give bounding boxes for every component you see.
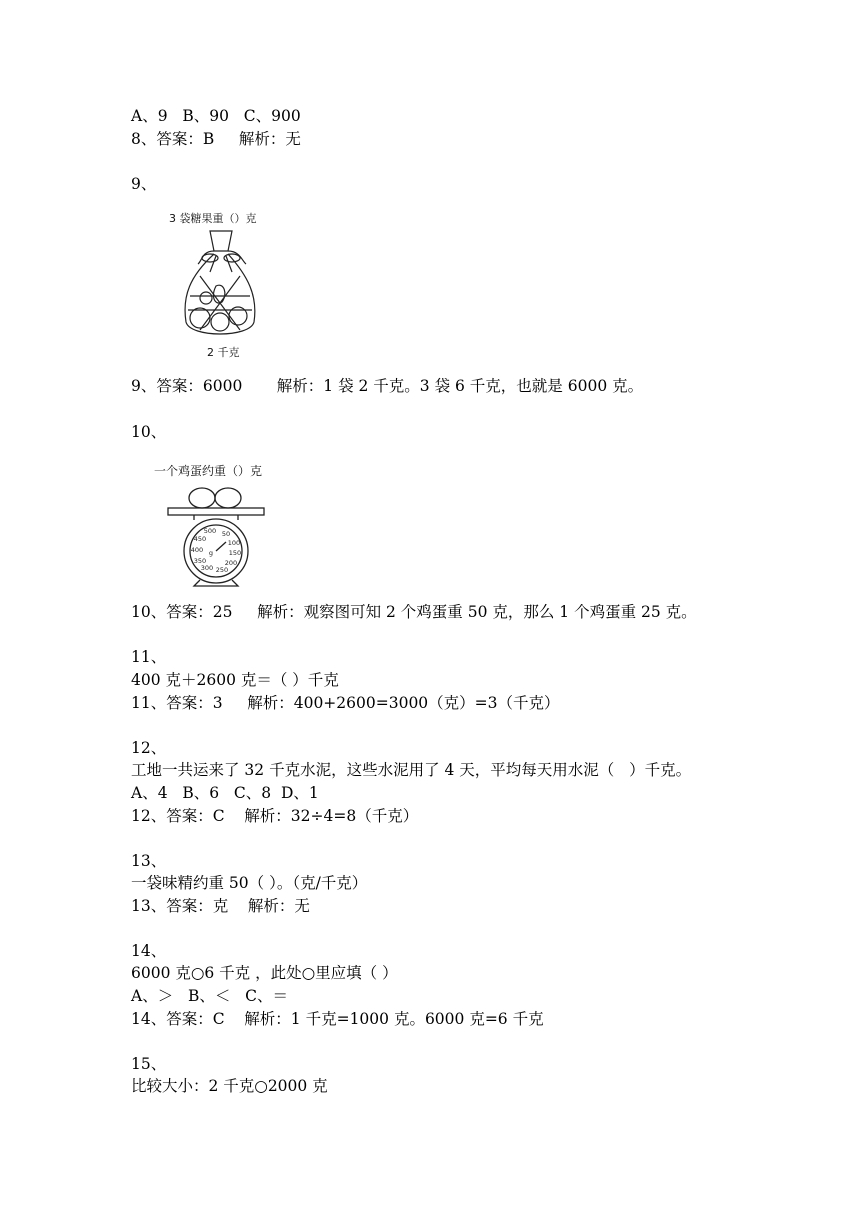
candy-bag-caption-bottom: 2 千克 (207, 346, 240, 359)
answer-13: 13、答案：克 解析：无 (131, 897, 310, 915)
dial-label-g: g (208, 549, 214, 557)
question-15-text: 比较大小：2 千克○2000 克 (131, 1077, 328, 1095)
question-12-text: 工地一共运来了 32 千克水泥，这些水泥用了 4 天，平均每天用水泥（ ）千克。 (131, 761, 692, 779)
dial-label-500: 500 (203, 527, 217, 535)
candy-bag-icon (180, 226, 260, 346)
answer-11: 11、答案：3 解析：400+2600=3000（克）=3（千克） (131, 694, 560, 712)
question-11-text: 400 克＋2600 克＝（ ）千克 (131, 671, 339, 689)
question-9-number: 9、 (131, 175, 157, 193)
answer-12: 12、答案：C 解析：32÷4=8（千克） (131, 807, 419, 825)
dial-label-450: 450 (193, 535, 207, 543)
egg-scale-icon (164, 482, 268, 588)
dial-label-350: 350 (193, 557, 207, 565)
answer-14: 14、答案：C 解析：1 千克=1000 克。6000 克=6 千克 (131, 1010, 544, 1028)
question-15-number: 15、 (131, 1055, 167, 1073)
question-13-text: 一袋味精约重 50（ ）。（克/千克） (131, 874, 368, 892)
question-14-options: A、＞ B、＜ C、＝ (131, 987, 289, 1005)
candy-bag-caption-top: 3 袋糖果重（）克 (169, 212, 257, 225)
dial-label-400: 400 (190, 546, 204, 554)
egg-scale-figure (152, 458, 282, 590)
question-10-number: 10、 (131, 423, 167, 441)
dial-label-100: 100 (227, 539, 241, 547)
dial-label-150: 150 (228, 549, 242, 557)
dial-label-250: 250 (215, 566, 229, 574)
candy-bag-figure (165, 206, 275, 362)
question-14-number: 14、 (131, 942, 167, 960)
answer-10: 10、答案：25 解析：观察图可知 2 个鸡蛋重 50 克，那么 1 个鸡蛋重 25 克。 (131, 603, 697, 621)
question-13-number: 13、 (131, 852, 167, 870)
dial-label-50: 50 (221, 530, 231, 538)
answer-8: 8、答案：B 解析：无 (131, 130, 301, 148)
dial-label-300: 300 (200, 564, 214, 572)
answer-9: 9、答案：6000 解析：1 袋 2 千克。3 袋 6 千克，也就是 6000 克。 (131, 377, 644, 395)
dial-label-200: 200 (224, 559, 238, 567)
question-11-number: 11、 (131, 648, 167, 666)
question-14-text: 6000 克○6 千克 ，此处○里应填（ ） (131, 964, 398, 982)
egg-scale-caption-top: 一个鸡蛋约重（）克 (154, 464, 263, 478)
question-7-options: A、9 B、90 C、900 (131, 107, 301, 125)
question-12-number: 12、 (131, 739, 167, 757)
question-12-options: A、4 B、6 C、8 D、1 (131, 784, 319, 802)
